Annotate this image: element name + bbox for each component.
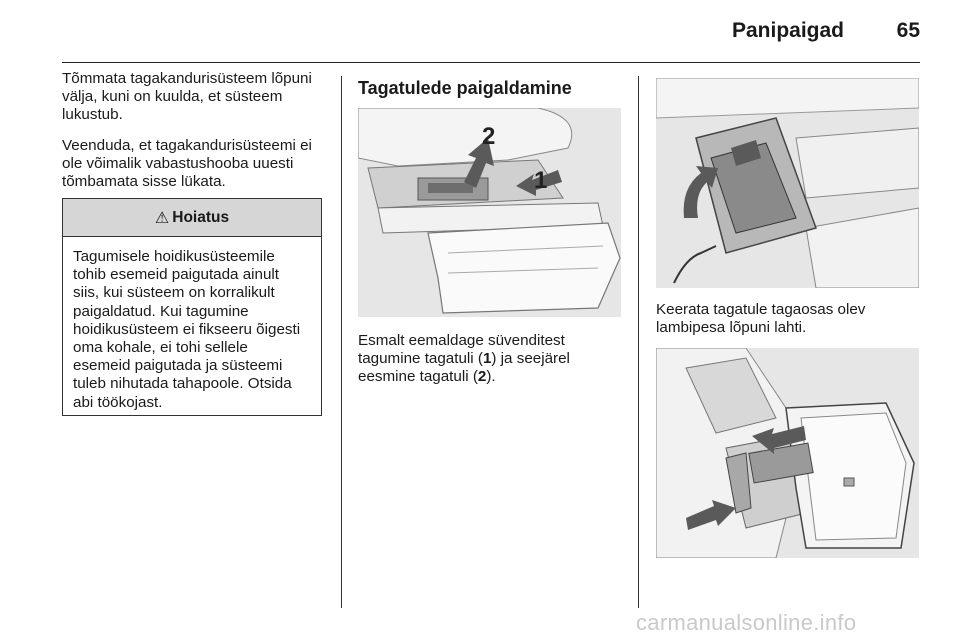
warning-text [63,237,321,412]
text-line: esemeid paigutada ja süsteemi [73,357,283,375]
warning-box [62,198,322,416]
text-line: Esmalt eemaldage süvenditest [358,332,565,349]
text-line: ole võimalik vabastushooba uuesti [62,155,294,173]
text-line: lukustub. [62,106,123,124]
taillight-removal-illustration [358,108,621,317]
text-line: Keerata tagatule tagaosas olev [656,301,866,318]
column-divider-1 [341,76,342,608]
text-line [358,350,570,368]
text-line: hoidikusüsteem ei fikseeru õigesti [73,320,301,338]
bulb-holder-illustration [656,78,919,288]
text-line: Tõmmata tagakandurisüsteem lõpuni [62,70,312,87]
figure-remove-taillights [358,108,621,317]
caption-text: ) ja seejärel [491,350,570,368]
figure-turn-bulb-holder [656,78,919,288]
page-number: 65 [896,19,920,42]
text-line: Veenduda, et tagakandurisüsteemi ei [62,137,312,154]
text-line: oma kohale, ei tohi sellele [73,339,248,357]
text-line: välja, kuni on kuulda, et süsteem [62,88,283,106]
warning-triangle-icon: ⚠ [154,209,170,227]
caption-ref-1: 1 [482,350,492,368]
text-line: abi töökojast. [73,393,163,411]
text-line: siis, kui süsteem on korralikult [73,284,275,302]
watermark: carmanualsonline.info [636,610,857,635]
page-header [62,0,920,63]
section-heading: Tagatulede paigaldamine [358,78,572,98]
warning-header [63,199,321,237]
label-2: 2 [482,123,496,150]
text-line: tõmbamata sisse lükata. [62,173,226,191]
text-line: lambipesa lõpuni lahti. [656,319,807,337]
chapter-title: Panipaigad [731,19,844,42]
figure-release-bulb-holder [656,348,919,558]
caption-text: tagumine tagatuli ( [358,350,483,368]
paragraph-verify [62,137,312,192]
column-divider-2 [638,76,639,608]
caption-remove-taillights [358,332,570,387]
caption-text: ). [486,368,496,386]
caption-ref-2: 2 [477,368,487,386]
text-line: tuleb nihutada tahapoole. Otsida [73,375,292,393]
text-line: tohib esemeid paigutada ainult [73,266,280,284]
caption-turn-bulb-holder [656,301,865,337]
text-line: Tagumisele hoidikusüsteemile [73,248,275,265]
text-line [358,368,570,386]
text-line: paigaldatud. Kui tagumine [73,302,249,320]
warning-title: Hoiatus [172,208,230,226]
caption-text: eesmine tagatuli ( [358,368,478,386]
release-bulb-holder-illustration [656,348,919,558]
label-1: 1 [534,167,548,194]
paragraph-pull-out [62,70,312,125]
